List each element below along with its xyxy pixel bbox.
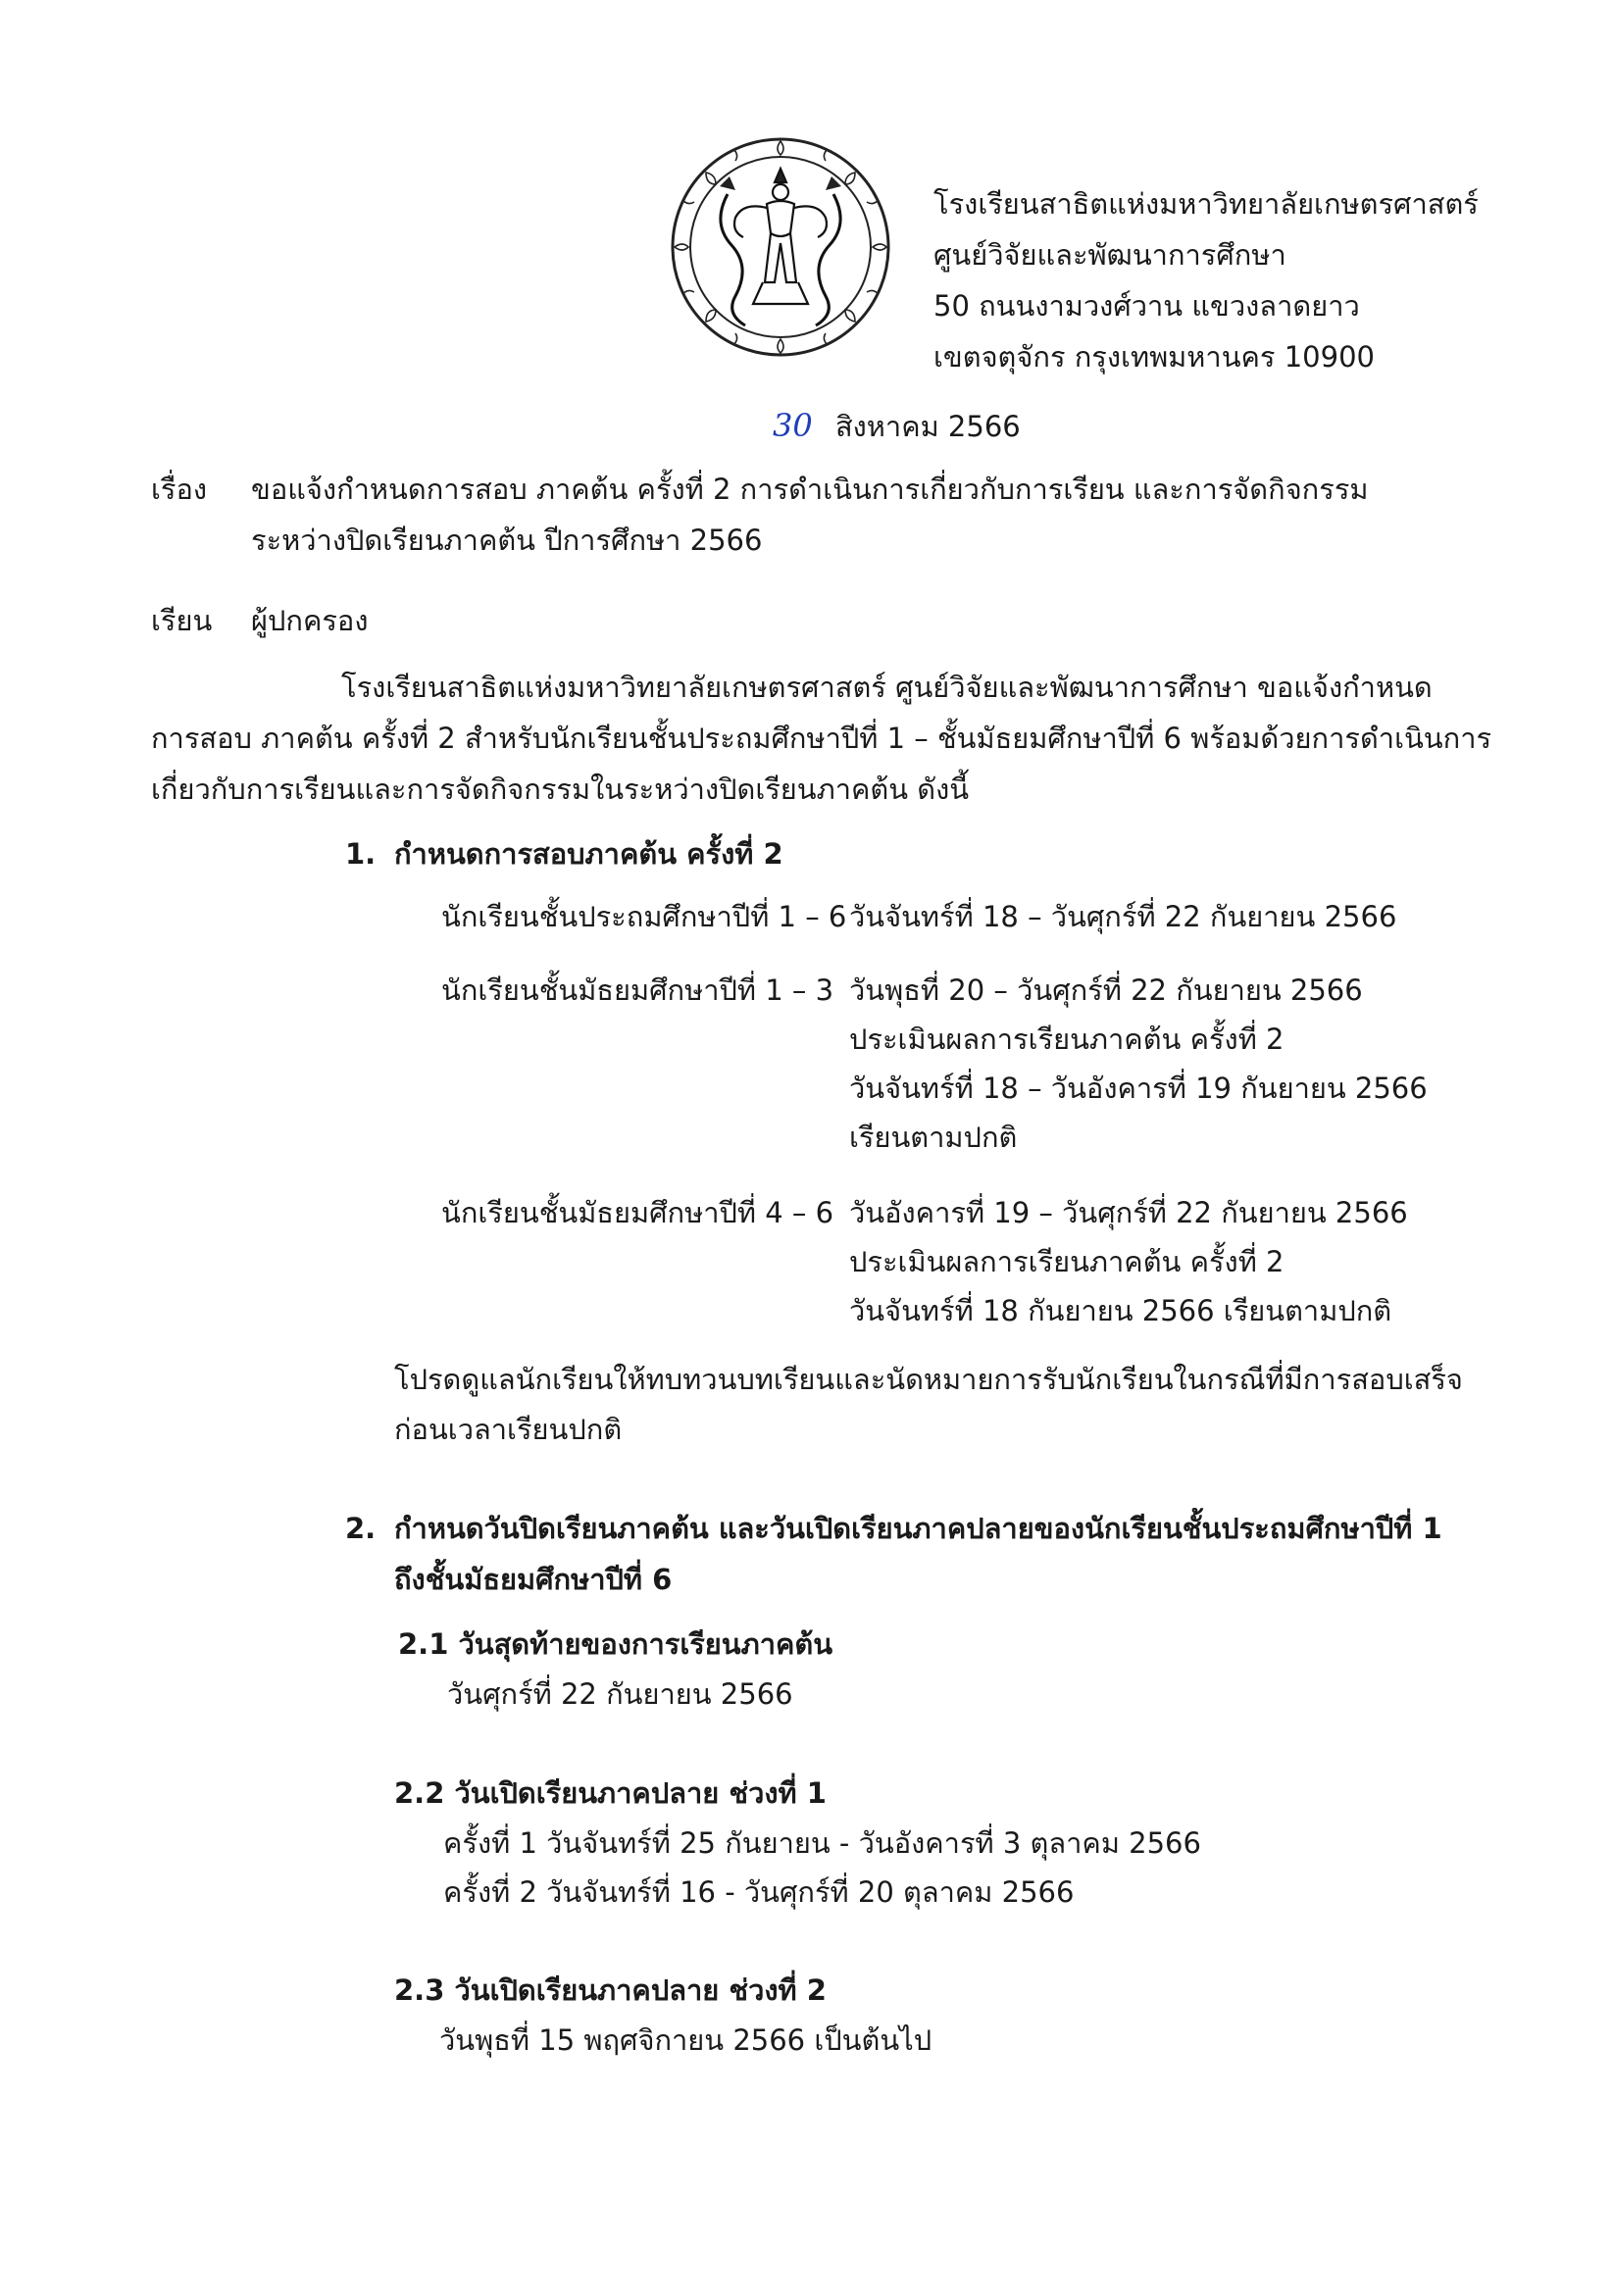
exam-group-primary-line: วันจันทร์ที่ 18 – วันศุกร์ที่ 22 กันยายน 2566 [849,900,1397,933]
letterhead-street-address: 50 ถนนงามวงศ์วาน แขวงลาดยาว [933,289,1360,323]
exam-group-lower-secondary-line: วันพุธที่ 20 – วันศุกร์ที่ 22 กันยายน 2566 [849,973,1363,1007]
date-day-handwritten: 30 [773,407,813,444]
subject-label: เรื่อง [151,473,208,506]
salutation-recipient: ผู้ปกครอง [251,604,369,637]
subsection-2-3-line: วันพุธที่ 15 พฤศจิกายน 2566 เป็นต้นไป [439,2023,932,2057]
exam-group-upper-secondary-line: วันอังคารที่ 19 – วันศุกร์ที่ 22 กันยายน 2566 [849,1196,1408,1229]
section-2-number: 2. [345,1512,377,1545]
subsection-2-1-line: วันศุกร์ที่ 22 กันยายน 2566 [447,1677,793,1711]
section-1-title: กำหนดการสอบภาคต้น ครั้งที่ 2 [394,837,783,871]
subject-line-2: ระหว่างปิดเรียนภาคต้น ปีการศึกษา 2566 [251,524,763,557]
university-seal-emblem [669,135,892,359]
intro-line-1: โรงเรียนสาธิตแห่งมหาวิทยาลัยเกษตรศาสตร์ ศูนย์วิจัยและพัฒนาการศึกษา ขอแจ้งกำหนด [341,671,1433,704]
exam-group-lower-secondary-line: วันจันทร์ที่ 18 – วันอังคารที่ 19 กันยายน 2566 [849,1072,1428,1105]
subsection-2-2-line: ครั้งที่ 2 วันจันทร์ที่ 16 - วันศุกร์ที่ 20 ตุลาคม 2566 [443,1875,1075,1909]
letter-date [773,407,1021,444]
subsection-2-2-heading: 2.2 วันเปิดเรียนภาคปลาย ช่วงที่ 1 [394,1776,827,1810]
subsection-2-3-heading: 2.3 วันเปิดเรียนภาคปลาย ช่วงที่ 2 [394,1973,827,2007]
intro-line-3: เกี่ยวกับการเรียนและการจัดกิจกรรมในระหว่างปิดเรียนภาคต้น ดังนี้ [151,773,970,806]
intro-line-2: การสอบ ภาคต้น ครั้งที่ 2 สำหรับนักเรียนชั้นประถมศึกษาปีที่ 1 – ชั้นมัธยมศึกษาปีที่ 6 พร้อมด้วยการดำเนินการ [151,722,1492,755]
subject-line-1: ขอแจ้งกำหนดการสอบ ภาคต้น ครั้งที่ 2 การดำเนินการเกี่ยวกับการเรียน และการจัดกิจกรรม [251,473,1369,506]
exam-group-primary-label: นักเรียนชั้นประถมศึกษาปีที่ 1 – 6 [441,900,847,933]
letterhead-school-name: โรงเรียนสาธิตแห่งมหาวิทยาลัยเกษตรศาสตร์ [933,187,1479,221]
letterhead-department: ศูนย์วิจัยและพัฒนาการศึกษา [933,238,1286,272]
section-2-title-line-2: ถึงชั้นมัธยมศึกษาปีที่ 6 [394,1563,673,1596]
subsection-2-2-line: ครั้งที่ 1 วันจันทร์ที่ 25 กันยายน - วันอังคารที่ 3 ตุลาคม 2566 [443,1826,1201,1860]
letterhead-district-postcode: เขตจตุจักร กรุงเทพมหานคร 10900 [933,340,1375,374]
exam-group-upper-secondary-label: นักเรียนชั้นมัธยมศึกษาปีที่ 4 – 6 [441,1196,834,1229]
exam-group-lower-secondary-line: เรียนตามปกติ [849,1121,1018,1154]
exam-group-upper-secondary-line: วันจันทร์ที่ 18 กันยายน 2566 เรียนตามปกติ [849,1294,1392,1327]
salutation-label: เรียน [151,604,213,637]
section-1-note-line-1: โปรดดูแลนักเรียนให้ทบทวนบทเรียนและนัดหมายการรับนักเรียนในกรณีที่มีการสอบเสร็จ [394,1363,1463,1396]
date-month-year: สิงหาคม 2566 [834,410,1021,443]
exam-group-upper-secondary-line: ประเมินผลการเรียนภาคต้น ครั้งที่ 2 [849,1245,1285,1278]
subsection-2-1-heading: 2.1 วันสุดท้ายของการเรียนภาคต้น [398,1627,833,1661]
section-1-number: 1. [345,837,377,871]
section-1-note-line-2: ก่อนเวลาเรียนปกติ [394,1413,623,1446]
section-2-title-line-1: กำหนดวันปิดเรียนภาคต้น และวันเปิดเรียนภาคปลายของนักเรียนชั้นประถมศึกษาปีที่ 1 [394,1512,1442,1545]
exam-group-lower-secondary-line: ประเมินผลการเรียนภาคต้น ครั้งที่ 2 [849,1023,1285,1056]
exam-group-lower-secondary-label: นักเรียนชั้นมัธยมศึกษาปีที่ 1 – 3 [441,973,834,1007]
